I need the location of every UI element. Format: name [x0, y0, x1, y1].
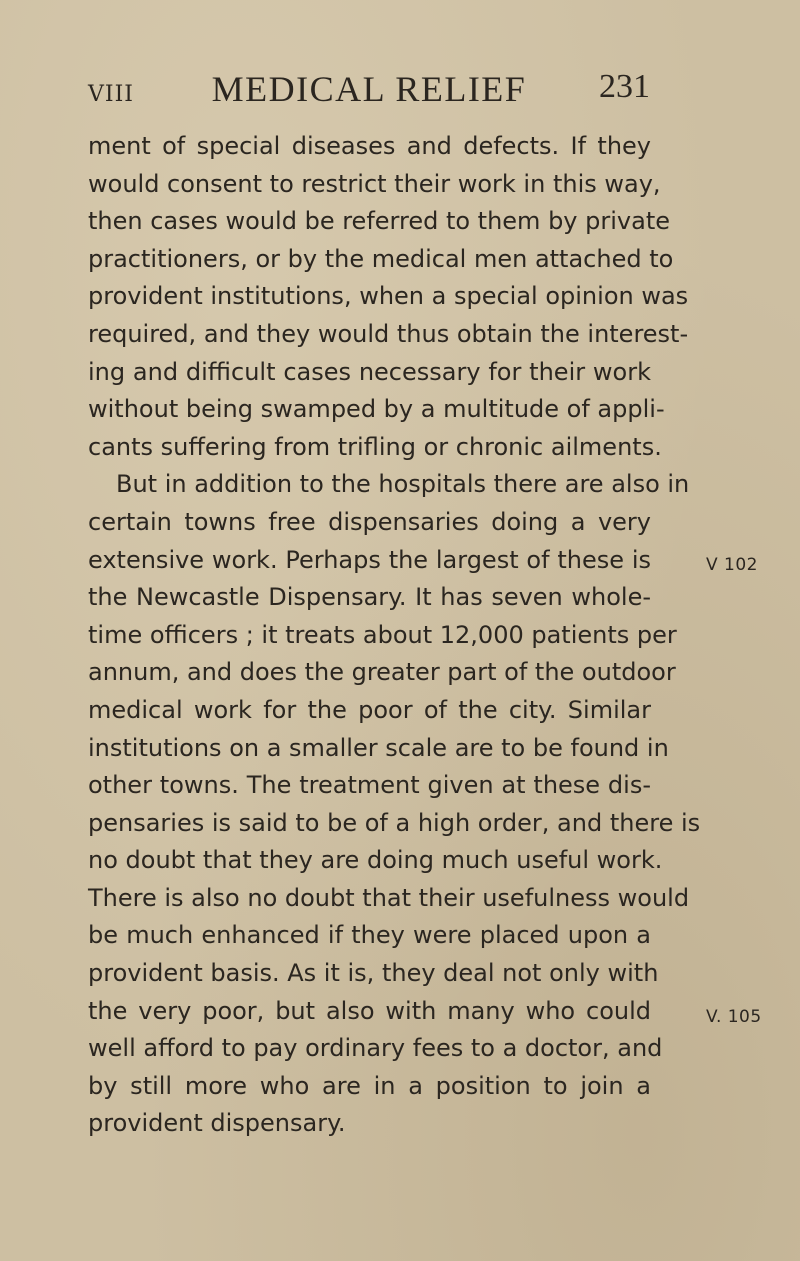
text-line: practitioners, or by the medical men attached to: [88, 244, 674, 273]
running-title: MEDICAL RELIEF: [211, 69, 527, 109]
text-line: provident institutions, when a special opinion was: [88, 282, 689, 311]
text-line: ment of special diseases and defects. If they: [88, 132, 651, 160]
margin-reference: V 102: [706, 555, 758, 575]
text-line: institutions on a smaller scale are to be found in: [88, 733, 669, 762]
text-line: be much enhanced if they were placed upon a: [88, 921, 651, 950]
text-line: time officers ; it treats about 12,000 patients per: [88, 620, 677, 649]
text-line: But in addition to the hospitals there are also in: [116, 470, 690, 499]
page-number: 231: [599, 68, 650, 105]
text-line: provident basis. As it is, they deal not only with: [88, 959, 659, 988]
text-line: ing and difficult cases necessary for their work: [88, 357, 651, 386]
text-line: no doubt that they are doing much useful work.: [88, 846, 663, 875]
text-line: pensaries is said to be of a high order, and there is: [88, 808, 701, 837]
text-line: the very poor, but also with many who could: [88, 996, 651, 1025]
text-line: provident dispensary.: [88, 1109, 346, 1138]
text-line: certain towns free dispensaries doing a very: [88, 507, 651, 536]
text-line: medical work for the poor of the city. Similar: [88, 695, 651, 724]
chapter-number: VIII: [88, 82, 134, 107]
body-text: [88, 128, 701, 1143]
text-line: other towns. The treatment given at these dis-: [88, 771, 651, 800]
text-line: by still more who are in a position to join a: [88, 1071, 651, 1100]
text-line: cants suffering from trifling or chronic ailments.: [88, 432, 662, 461]
text-line: would consent to restrict their work in this way,: [88, 169, 661, 198]
margin-reference: V. 105: [706, 1007, 762, 1027]
running-head: [88, 68, 650, 114]
text-line: extensive work. Perhaps the largest of these is: [88, 545, 651, 574]
text-line: There is also no doubt that their usefulness would: [88, 883, 690, 912]
text-line: required, and they would thus obtain the interest-: [88, 319, 689, 348]
text-line: the Newcastle Dispensary. It has seven whole-: [88, 583, 651, 612]
text-line: then cases would be referred to them by private: [88, 207, 670, 236]
text-line: well afford to pay ordinary fees to a doctor, and: [88, 1034, 663, 1063]
text-line: annum, and does the greater part of the outdoor: [88, 658, 676, 687]
text-line: without being swamped by a multitude of appli-: [88, 395, 665, 424]
